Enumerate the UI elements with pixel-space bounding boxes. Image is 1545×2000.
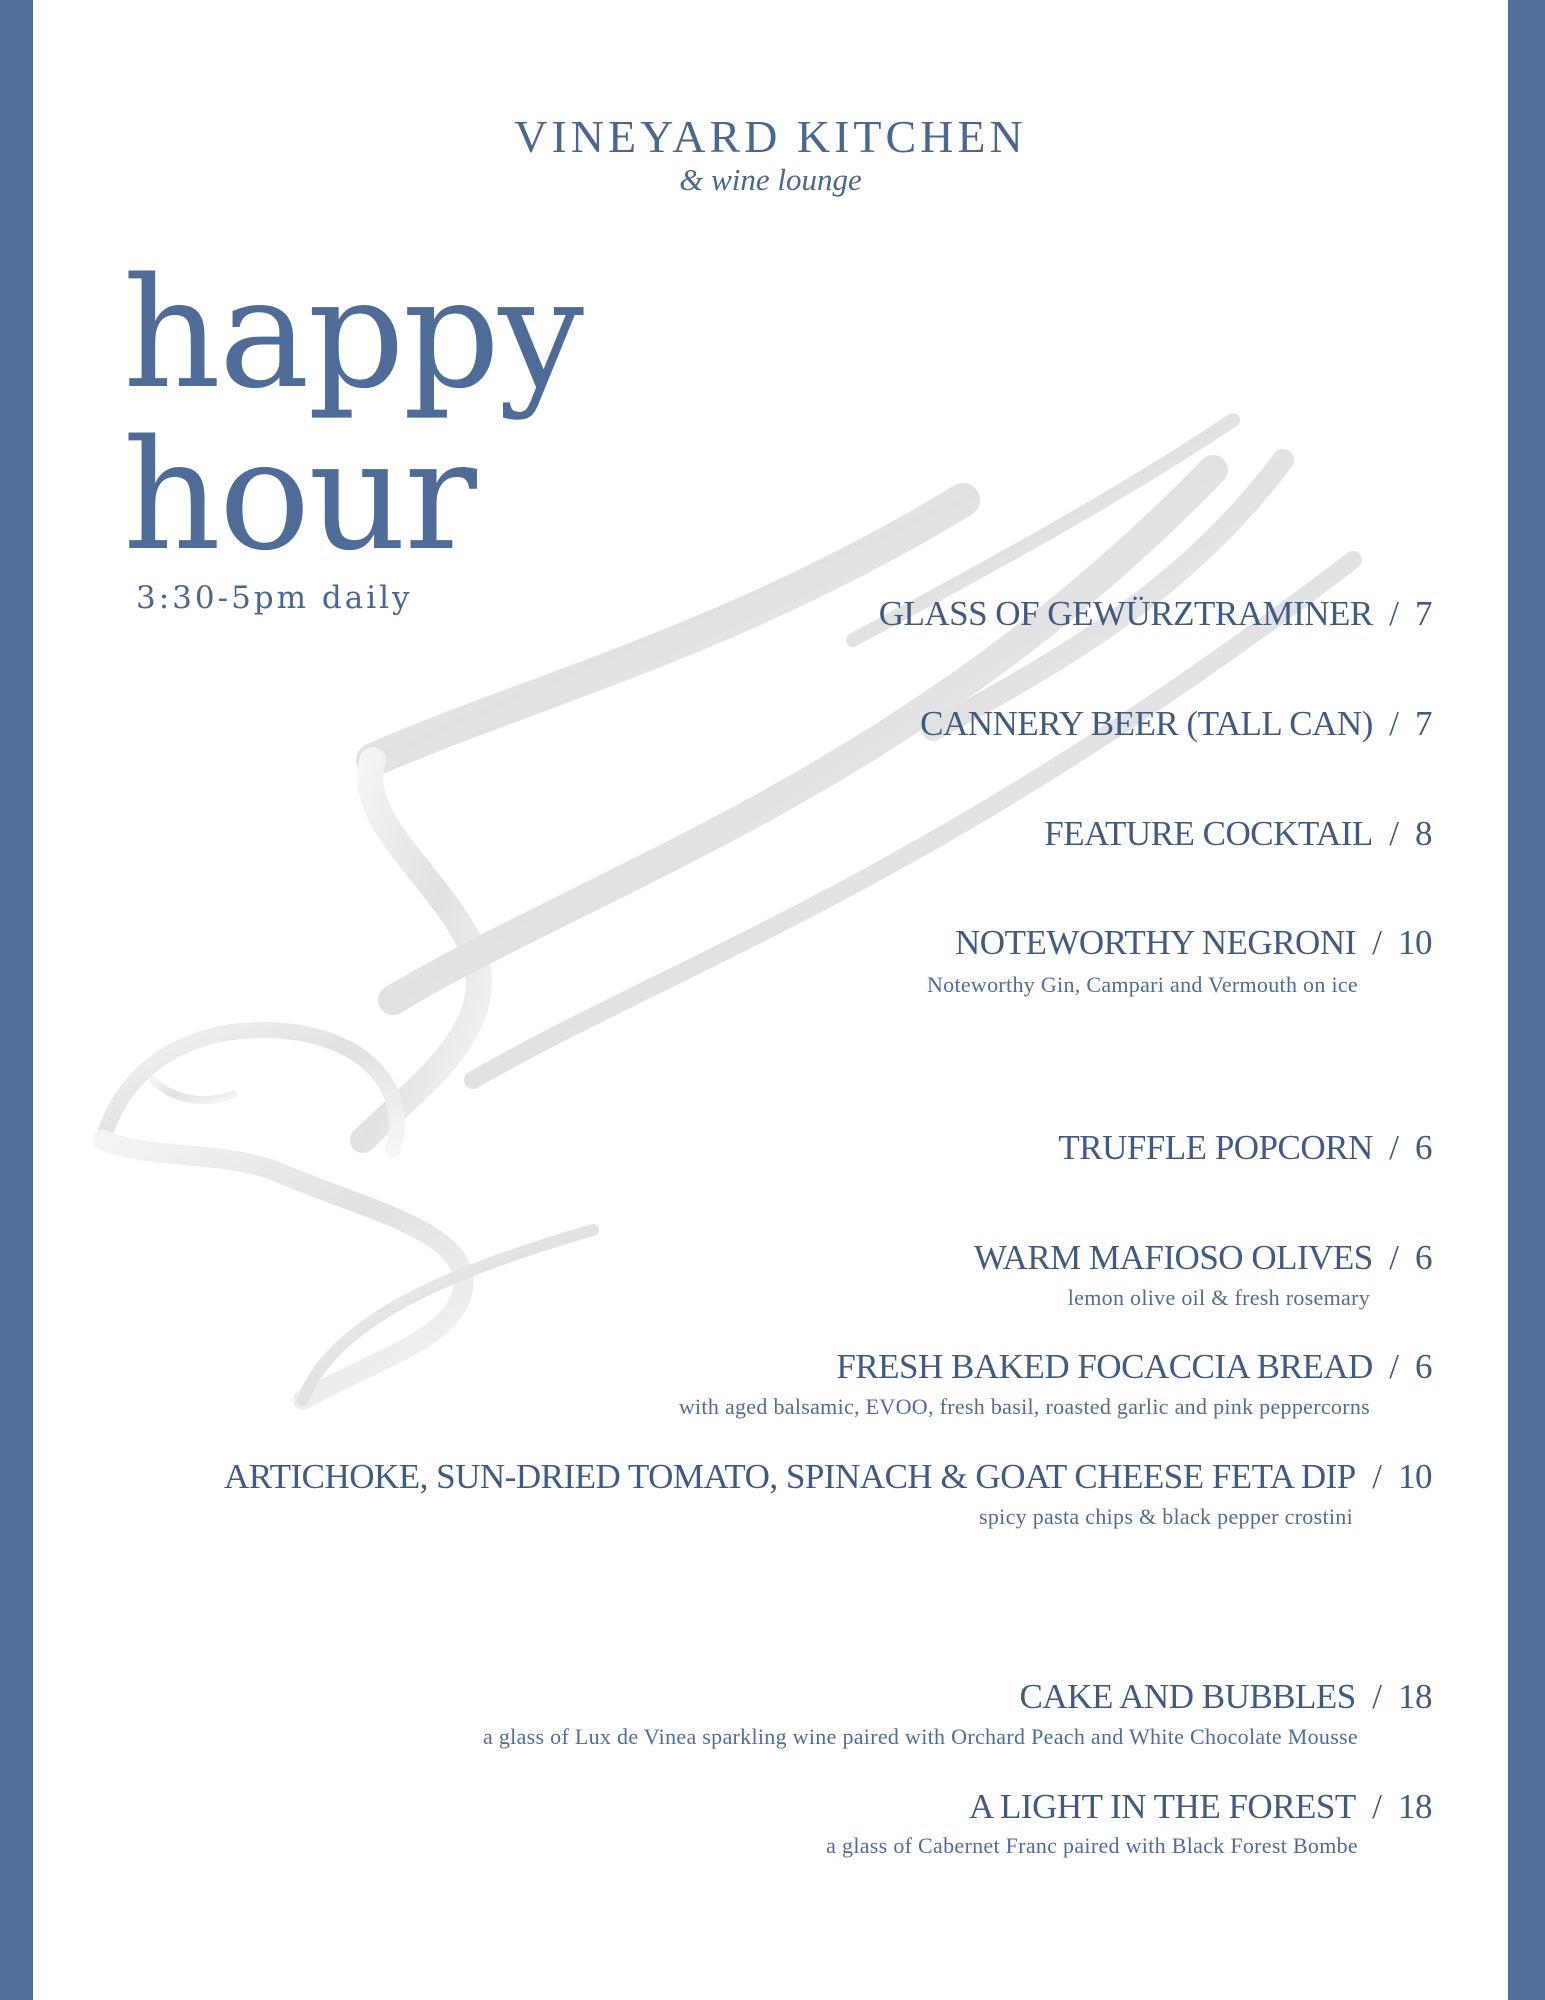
item-separator: /	[1372, 1787, 1382, 1826]
item-name-line	[974, 1238, 1432, 1278]
item-name: FEATURE COCKTAIL	[1044, 814, 1373, 853]
item-description: spicy pasta chips & black pepper crostini	[979, 1504, 1353, 1529]
item-name-line	[224, 1457, 1432, 1497]
hours-text: 3:30-5pm daily	[136, 580, 413, 616]
item-separator: /	[1389, 1238, 1399, 1277]
brand-tagline: & wine lounge	[679, 162, 862, 197]
item-price: 6	[1415, 1238, 1432, 1277]
item-description: with aged balsamic, EVOO, fresh basil, roasted garlic and pink peppercorns	[678, 1394, 1370, 1419]
item-name: TRUFFLE POPCORN	[1058, 1128, 1373, 1167]
item-name-line	[836, 1347, 1432, 1387]
item-name-line	[1058, 1128, 1432, 1168]
item-description: a glass of Cabernet Franc paired with Black Forest Bombe	[826, 1833, 1358, 1858]
brand-name: VINEYARD KITCHEN	[514, 111, 1027, 162]
item-price: 18	[1398, 1677, 1432, 1716]
item-description: a glass of Lux de Vinea sparkling wine paired with Orchard Peach and White Chocolate Mousse	[483, 1724, 1358, 1749]
item-separator: /	[1389, 594, 1399, 633]
item-name: WARM MAFIOSO OLIVES	[973, 1238, 1373, 1277]
item-price: 10	[1398, 1457, 1432, 1496]
item-name: ARTICHOKE, SUN-DRIED TOMATO, SPINACH & GOAT CHEESE FETA DIP	[224, 1457, 1356, 1496]
item-price: 10	[1398, 923, 1432, 962]
item-price: 7	[1415, 704, 1432, 743]
item-description: Noteworthy Gin, Campari and Vermouth on ice	[926, 972, 1358, 997]
item-name-line	[879, 594, 1432, 634]
headline-happy: happy	[123, 245, 582, 422]
item-name: GLASS OF GEWÜRZTRAMINER	[878, 594, 1373, 633]
item-separator: /	[1372, 1677, 1382, 1716]
item-price: 7	[1415, 594, 1432, 633]
item-separator: /	[1389, 704, 1399, 743]
item-separator: /	[1389, 814, 1399, 853]
item-name: FRESH BAKED FOCACCIA BREAD	[836, 1347, 1373, 1386]
headline-hour: hour	[123, 407, 475, 584]
item-name: NOTEWORTHY NEGRONI	[955, 923, 1356, 962]
item-separator: /	[1372, 1457, 1382, 1496]
item-name-line	[1020, 1677, 1432, 1717]
item-name: CAKE AND BUBBLES	[1019, 1677, 1356, 1716]
item-name-line	[955, 923, 1432, 963]
item-separator: /	[1389, 1347, 1399, 1386]
item-separator: /	[1389, 1128, 1399, 1167]
item-name: A LIGHT IN THE FOREST	[968, 1787, 1356, 1826]
item-price: 18	[1398, 1787, 1432, 1826]
item-description: lemon olive oil & fresh rosemary	[1067, 1285, 1370, 1310]
item-name: CANNERY BEER (TALL CAN)	[920, 704, 1373, 743]
menu-page	[33, 0, 1508, 2000]
item-name-line	[969, 1787, 1432, 1827]
item-price: 8	[1415, 814, 1432, 853]
item-name-line	[920, 704, 1432, 744]
item-price: 6	[1415, 1128, 1432, 1167]
item-name-line	[1044, 814, 1432, 854]
item-price: 6	[1415, 1347, 1432, 1386]
item-separator: /	[1372, 923, 1382, 962]
